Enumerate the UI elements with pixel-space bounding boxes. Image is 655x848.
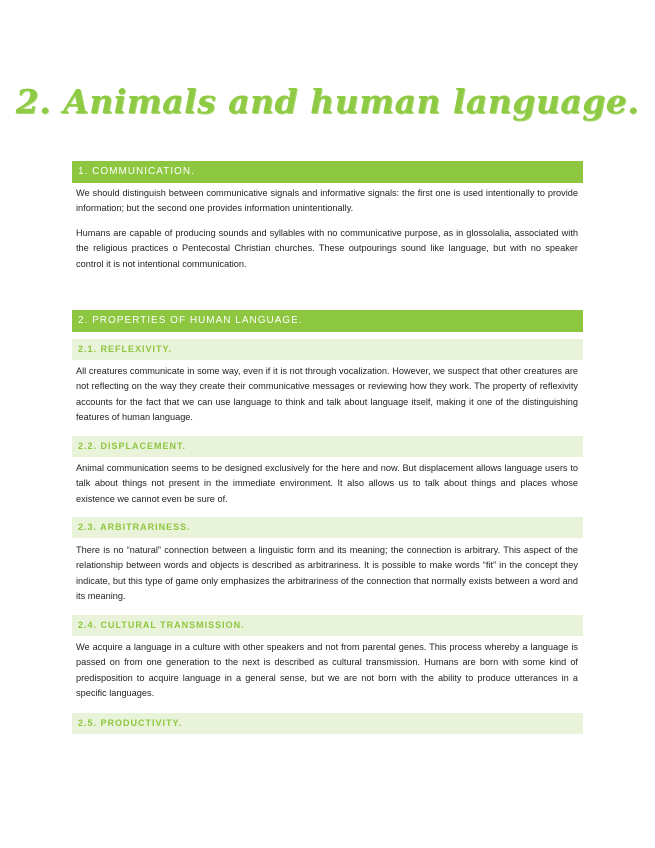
page-title: 2. Animals and human language.: [15, 82, 640, 121]
paragraph: All creatures communicate in some way, even if it is not through vocalization. However, we suspect that other creatures are not reflecting on the way they create their communicative messages or reviewing how they work. The property of reflexivity accounts for the fact that we can use language to think and talk about language itself, making it one of the distinguishing features of human language.: [76, 366, 578, 423]
paragraph: We acquire a language in a culture with other speakers and not from parental genes. This process whereby a language is passed on from one generation to the next is described as cultural transmission. Humans are born with some kind of predisposition to acquire language in a general sense, but we are not born with the ability to produce utterances in a specific languages.: [76, 642, 578, 699]
paragraph: We should distinguish between communicative signals and informative signals: the first one is used intentionally to provide information; but the second one provides information unintentionally.: [76, 188, 578, 214]
paragraph: Animal communication seems to be designed exclusively for the here and now. But displacement allows language users to talk about things not present in the immediate environment. It also allows us to talk about things and places whose existence we cannot even be sure of.: [76, 463, 578, 504]
paragraph: Humans are capable of producing sounds and syllables with no communicative purpose, as in glossolalia, associated with the religious practices o Pentecostal Christian churches. These outpourings sound like language, but with no speaker control it is not intentional communication.: [76, 228, 578, 269]
section-heading-properties: 2. PROPERTIES OF HUMAN LANGUAGE.: [72, 310, 583, 332]
subsection-heading-cultural-transmission: 2.4. CULTURAL TRANSMISSION.: [72, 615, 583, 636]
subsection-heading-reflexivity: 2.1. REFLEXIVITY.: [72, 339, 583, 360]
subsection-heading-displacement: 2.2. DISPLACEMENT.: [72, 436, 583, 457]
section-heading-communication: 1. COMMUNICATION.: [72, 161, 583, 183]
subsection-heading-productivity: 2.5. PRODUCTIVITY.: [72, 713, 583, 734]
subsection-heading-arbitrariness: 2.3. ARBITRARINESS.: [72, 517, 583, 538]
paragraph: There is no “natural” connection between a linguistic form and its meaning; the connection is arbitrary. This aspect of the relationship between words and objects is described as arbitrariness. It is possible to make words “fit” in the concept they indicate, but this type of game only emphasizes the arbitrariness of the connection that normally exists between a word and its meaning.: [76, 545, 578, 602]
